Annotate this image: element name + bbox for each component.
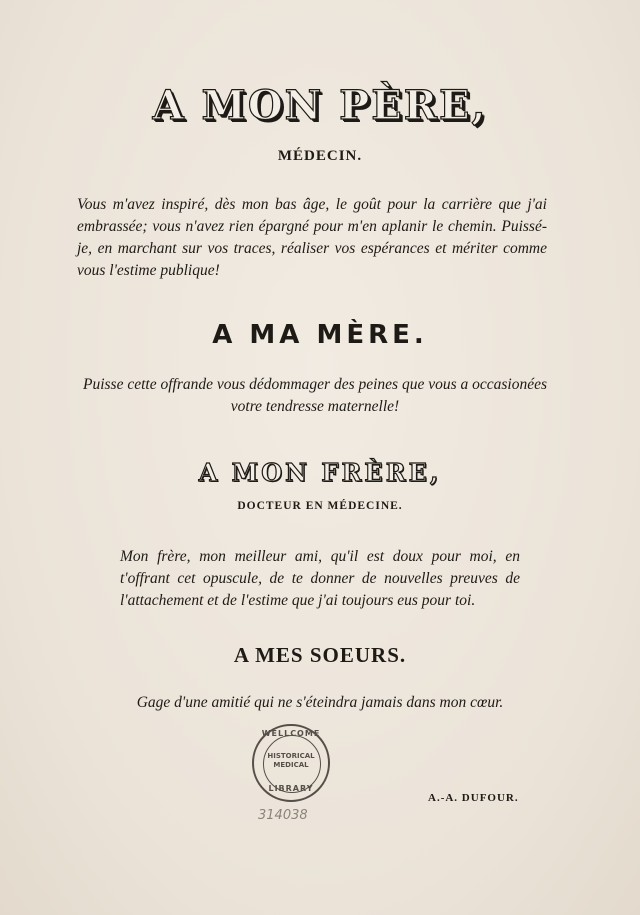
paragraph-father: Vous m'avez inspiré, dès mon bas âge, le goût pour la carrière que j'ai embrassée; vous n'avez rien épargné pour m'en aplanir le chemin. Puissé-je, en marchant sur vos traces, réaliser vos espérances et mériter comme vous l'estime publique! bbox=[77, 196, 547, 279]
author-signature: A.-A. DUFOUR. bbox=[428, 792, 519, 804]
heading-brother: A MON FRÈRE, bbox=[198, 458, 442, 487]
heading-mother: A MA MÈRE. bbox=[212, 320, 428, 350]
paragraph-brother: Mon frère, mon meilleur ami, qu'il est doux pour moi, en t'offrant cet opuscule, de te donner de nouvelles preuves de l'attachement et de l'estime que j'ai toujours eus pour toi. bbox=[120, 548, 520, 609]
heading-sisters: A MES SOEURS. bbox=[233, 643, 407, 667]
heading-father: A MON PÈRE, bbox=[152, 82, 488, 129]
paragraph-sisters: Gage d'une amitié qui ne s'éteindra jamais dans mon cœur. bbox=[136, 694, 504, 711]
stamp-middle-text bbox=[254, 752, 328, 770]
stamp-middle-line-2: MEDICAL bbox=[273, 761, 309, 769]
shelfmark: 314038 bbox=[258, 808, 308, 823]
stamp-top-text: WELLCOME bbox=[261, 729, 321, 738]
paragraph-mother: Puisse cette offrande vous dédommager des peines que vous a occasionées votre tendresse maternelle! bbox=[82, 376, 548, 415]
stamp-bottom-text: LIBRARY bbox=[268, 784, 314, 793]
stamp-middle-line-1: HISTORICAL bbox=[267, 752, 315, 760]
title-father: MÉDECIN. bbox=[277, 148, 363, 164]
title-brother: DOCTEUR EN MÉDECINE. bbox=[237, 500, 403, 512]
library-stamp bbox=[252, 724, 330, 802]
